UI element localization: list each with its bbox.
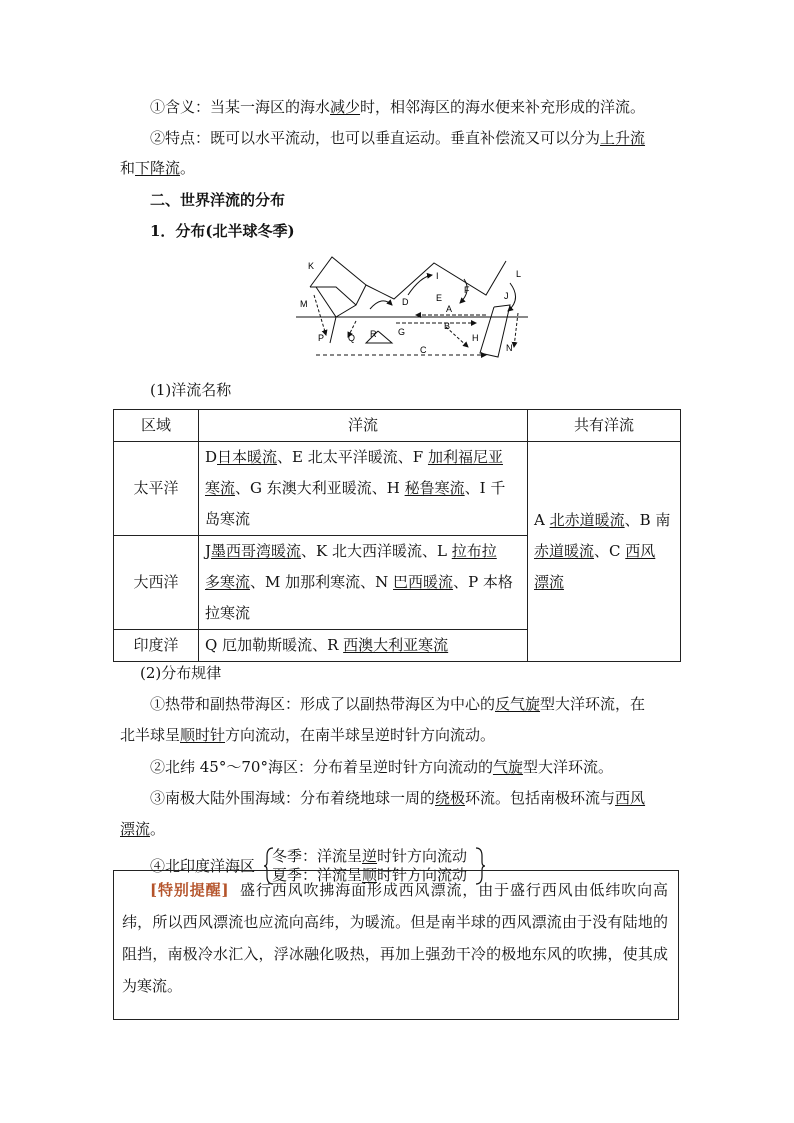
paragraph-feature-cont: 和下降流。 xyxy=(120,159,196,177)
label-F: F xyxy=(464,285,470,295)
currents-table xyxy=(113,409,681,662)
label-J: J xyxy=(504,291,509,301)
currents-indian: Q 厄加勒斯暖流、R 西澳大利亚寒流 xyxy=(199,630,528,662)
header-shared: 共有洋流 xyxy=(528,410,681,442)
section-heading: 二、世界洋流的分布 xyxy=(150,191,286,209)
label-H: H xyxy=(472,333,479,343)
rule-antarctic: ③南极大陆外围海域：分布着绕地球一周的绕极环流。包括南极环流与西风 xyxy=(150,789,646,807)
label-K: K xyxy=(308,261,315,271)
label-M: M xyxy=(300,299,308,309)
label-E: E xyxy=(436,293,443,303)
label-D: D xyxy=(402,297,409,307)
label-I: I xyxy=(436,271,439,281)
label-N: N xyxy=(506,343,513,353)
region-indian: 印度洋 xyxy=(114,630,199,662)
label-Q: Q xyxy=(348,333,356,343)
special-reminder-box xyxy=(113,870,679,1020)
paragraph-definition: ①含义：当某一海区的海水减少时，相邻海区的海水便来补充形成的洋流。 xyxy=(150,98,646,116)
paragraph-feature: ②特点：既可以水平流动，也可以垂直运动。垂直补偿流又可以分为上升流 xyxy=(150,129,646,147)
currents-atlantic: J墨西哥湾暖流、K 北大西洋暖流、L 拉布拉 多寒流、M 加那利寒流、N 巴西暖流、P 本格 拉寒流 xyxy=(199,536,528,630)
label-L: L xyxy=(516,269,522,279)
label-C: C xyxy=(420,345,427,355)
label-R: R xyxy=(370,329,377,339)
table-header-row xyxy=(114,410,681,442)
shared-currents: A 北赤道暖流、B 南 赤道暖流、C 西风 漂流 xyxy=(528,442,681,662)
label-A: A xyxy=(446,304,453,314)
reminder-text: 盛行西风吹拂海面形成西风漂流，由于盛行西风由低纬吹向高纬，所以西风漂流也应流向高纬，为暖流。但是南半球的西风漂流由于没有陆地的阻挡，南极冷水汇入，浮冰融化吸热，再加上强劲干冷的极地东风的吹拂，使其成为寒流。 xyxy=(122,881,668,995)
header-currents: 洋流 xyxy=(199,410,528,442)
rule-subtropical: ①热带和副热带海区：形成了以副热带海区为中心的反气旋型大洋环流，在 xyxy=(150,695,646,713)
rule-winter: 冬季：洋流呈逆时针方向流动 xyxy=(272,847,468,865)
rule-antarctic-cont: 漂流。 xyxy=(120,820,166,838)
label-P: P xyxy=(318,333,325,343)
region-atlantic: 大西洋 xyxy=(114,536,199,630)
subsection-currents: (1)洋流名称 xyxy=(150,381,232,399)
rule-subtropical-cont: 北半球呈顺时针方向流动，在南半球呈逆时针方向流动。 xyxy=(120,726,496,744)
subsection-pattern: (2)分布规律 xyxy=(140,664,222,682)
rule-summer: 夏季：洋流呈顺时针方向流动 xyxy=(272,866,468,884)
subsection-heading: 1．分布(北半球冬季) xyxy=(150,222,295,240)
reminder-tag: [特别提醒] xyxy=(150,881,229,899)
label-G: G xyxy=(398,327,406,337)
header-region: 区域 xyxy=(114,410,199,442)
rule-north-indian-label: ④北印度洋海区 xyxy=(150,857,256,875)
ocean-current-diagram xyxy=(296,255,536,365)
label-B: B xyxy=(444,321,451,331)
currents-pacific: D日本暖流、E 北太平洋暖流、F 加利福尼亚 寒流、G 东澳大利亚暖流、H 秘鲁寒流、I 千 岛寒流 xyxy=(199,442,528,536)
rule-midlatitude: ②北纬 45°～70°海区：分布着呈逆时针方向流动的气旋型大洋环流。 xyxy=(150,758,613,776)
region-pacific: 太平洋 xyxy=(114,442,199,536)
table-row-pacific xyxy=(114,442,681,536)
